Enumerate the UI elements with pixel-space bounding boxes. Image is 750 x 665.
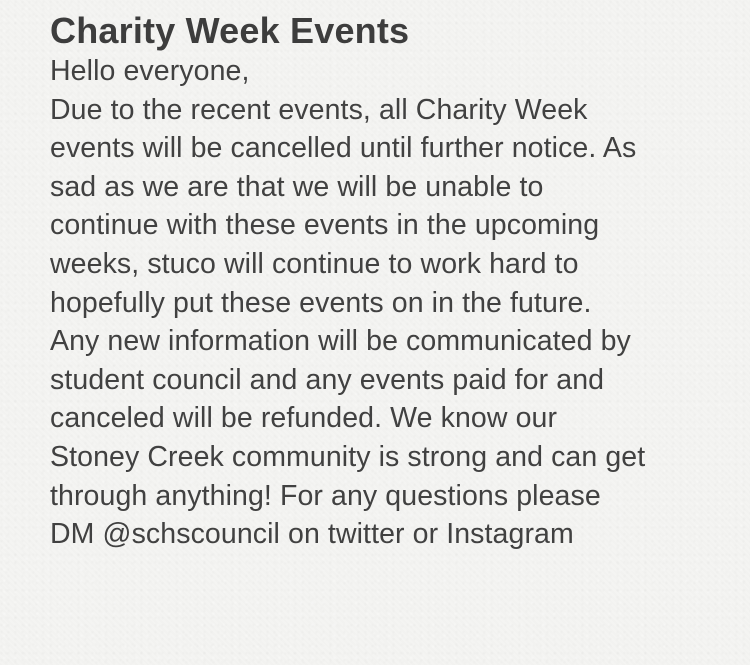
body-line: hopefully put these events on in the future. (50, 286, 592, 319)
body-line: weeks, stuco will continue to work hard to (50, 247, 579, 280)
body-line: Hello everyone, (50, 55, 250, 87)
body-line: sad as we are that we will be unable to (50, 170, 544, 203)
body-line: student council and any events paid for and (50, 363, 605, 396)
body-line: through anything! For any questions please (50, 479, 601, 512)
note-title: Charity Week Events (50, 10, 410, 51)
body-line: events will be cancelled until further notice. As (50, 132, 637, 165)
body-line: Stoney Creek community is strong and can get (50, 440, 646, 473)
note-body (50, 52, 740, 554)
body-line: Any new information will be communicated by (50, 325, 631, 358)
body-line: continue with these events in the upcoming (50, 209, 600, 242)
body-line: canceled will be refunded. We know our (50, 402, 558, 435)
body-line: Due to the recent events, all Charity Week (50, 93, 588, 126)
body-line: DM @schscouncil on twitter or Instagram (50, 518, 574, 551)
note-document (50, 10, 740, 554)
